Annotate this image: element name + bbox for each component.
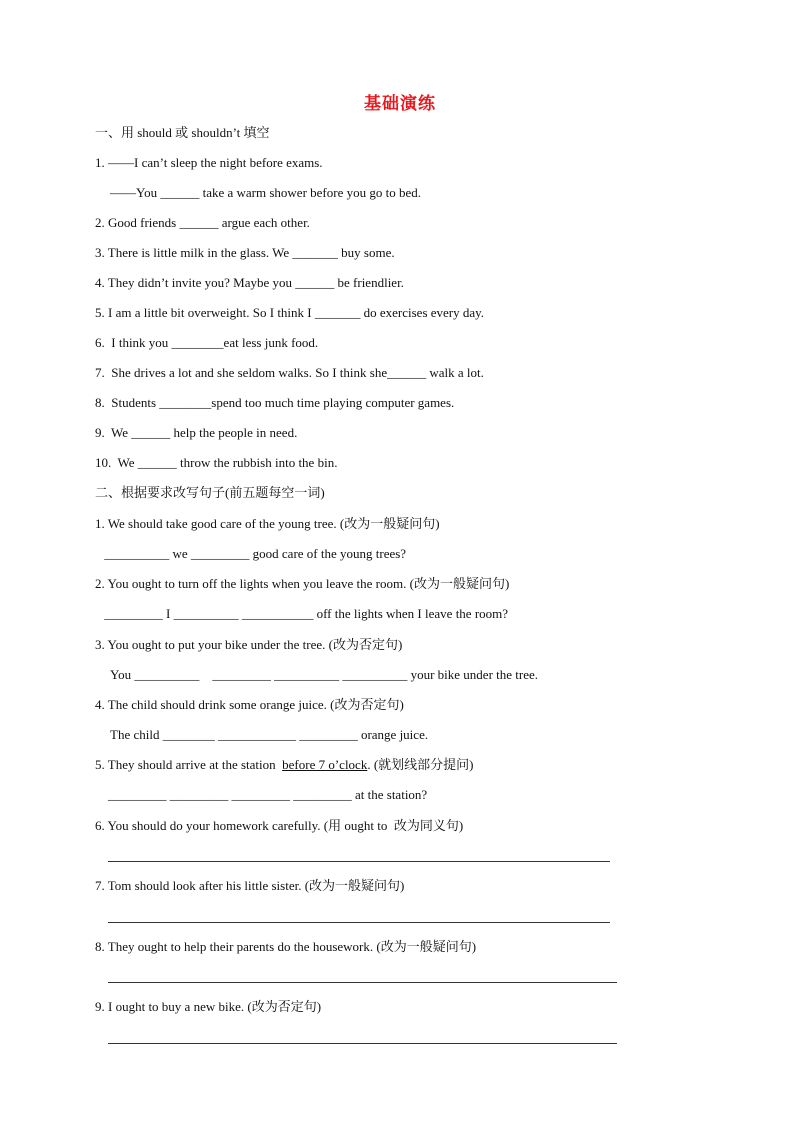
rewrite-2-answer: _________ I __________ ___________ off the lights when I leave the room? (101, 606, 509, 621)
rewrite-1-answer: __________ we _________ good care of the young trees? (101, 546, 407, 561)
question-8: 8. Students ________spend too much time playing computer games. (95, 395, 455, 410)
question-9: 9. We ______ help the people in need. (95, 425, 298, 440)
question-6: 6. I think you ________eat less junk food. (95, 335, 319, 350)
question-5: 5. I am a little bit overweight. So I think I _______ do exercises every day. (95, 305, 485, 320)
question-3: 3. There is little milk in the glass. We _______ buy some. (95, 245, 395, 260)
section-heading-rewrite: 二、根据要求改写句子(前五题每空一词) (95, 485, 325, 500)
rewrite-3-prompt: 3. You ought to put your bike under the tree. (改为否定句) (95, 637, 403, 652)
question-4: 4. They didn’t invite you? Maybe you ______ be friendlier. (95, 275, 404, 290)
rewrite-6-prompt: 6. You should do your homework carefully. (用 ought to 改为同义句) (95, 818, 464, 833)
rewrite-9-prompt: 9. I ought to buy a new bike. (改为否定句) (95, 999, 322, 1014)
rewrite-8-answer-line[interactable] (108, 982, 617, 983)
rewrite-5-prompt-start: 5. They should arrive at the station (95, 757, 283, 772)
rewrite-8-prompt: 8. They ought to help their parents do the housework. (改为一般疑问句) (95, 939, 477, 954)
question-7: 7. She drives a lot and she seldom walks. So I think she______ walk a lot. (95, 365, 484, 380)
question-10: 10. We ______ throw the rubbish into the bin. (95, 455, 338, 470)
rewrite-7-prompt: 7. Tom should look after his little sister. (改为一般疑问句) (95, 878, 405, 893)
page-title: 基础演练 (364, 94, 436, 114)
section-heading-fill-blank: 一、用 should 或 shouldn’t 填空 (95, 125, 270, 140)
rewrite-4-answer: The child ________ ____________ _________ orange juice. (110, 727, 429, 742)
question-1-response: ——You ______ take a warm shower before you go to bed. (110, 185, 421, 200)
rewrite-5-answer: _________ _________ _________ _________ at the station? (108, 787, 428, 802)
rewrite-5-underlined-phrase: before 7 o’clock (282, 757, 368, 772)
rewrite-1-prompt: 1. We should take good care of the young tree. (改为一般疑问句) (95, 516, 440, 531)
rewrite-7-answer-line[interactable] (108, 922, 610, 923)
rewrite-3-answer: You __________ _________ __________ __________ your bike under the tree. (110, 667, 539, 682)
question-2: 2. Good friends ______ argue each other. (95, 215, 310, 230)
rewrite-4-prompt: 4. The child should drink some orange juice. (改为否定句) (95, 697, 404, 712)
rewrite-6-answer-line[interactable] (108, 861, 610, 862)
question-1-prompt: 1. ——I can’t sleep the night before exams. (95, 155, 323, 170)
rewrite-5-prompt-end: . (就划线部分提问) (367, 757, 474, 772)
rewrite-9-answer-line[interactable] (108, 1043, 617, 1044)
rewrite-5-prompt (95, 756, 474, 774)
rewrite-2-prompt: 2. You ought to turn off the lights when you leave the room. (改为一般疑问句) (95, 576, 510, 591)
